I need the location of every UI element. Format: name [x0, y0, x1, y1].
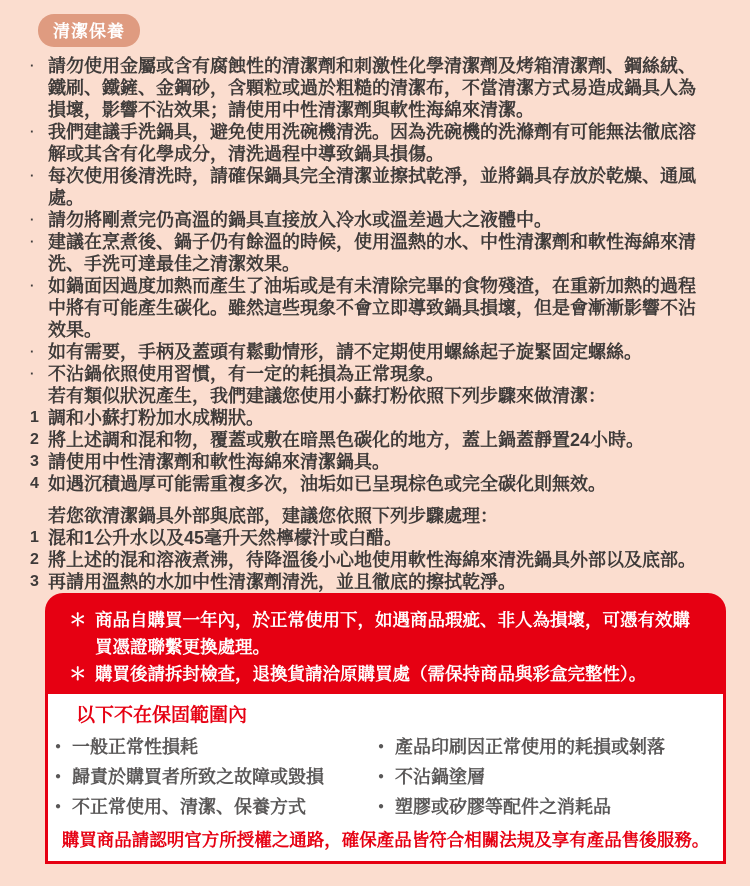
warranty-note-text: 購買後請拆封檢查，退換貨請洽原購買處（需保持商品與彩盒完整性）。: [95, 664, 647, 684]
asterisk-marker: ＊: [69, 664, 87, 684]
numbered-step: [30, 451, 712, 473]
warranty-notes-banner: [45, 593, 726, 694]
section-badge: 清潔保養: [38, 14, 140, 47]
dot-bullet: ·: [30, 278, 35, 293]
step-number: 1: [30, 409, 39, 426]
step-text: 將上述調和混和物，覆蓋或敷在暗黑色碳化的地方，蓋上鍋蓋靜置24小時。: [48, 430, 645, 450]
list-item: [30, 165, 712, 209]
list-item-text: 如鍋面因過度加熱而產生了油垢或是有未清除完畢的食物殘渣，在重新加熱的過程中將有可能產生碳化。雖然這些現象不會立即導致鍋具損壞，但是會漸漸影響不沾效果。: [48, 276, 696, 340]
exclusion-text: 不正常使用、清潔、保養方式: [72, 797, 306, 817]
step-text: 調和小蘇打粉加水成糊狀。: [48, 408, 264, 428]
exclusion-text: 歸責於購買者所致之故障或毀損: [72, 767, 324, 787]
step-number: 3: [30, 573, 39, 590]
numbered-step: [30, 429, 712, 451]
step-text: 請使用中性清潔劑和軟性海綿來清潔鍋具。: [48, 452, 390, 472]
list-item-text: 如有需要，手柄及蓋頭有鬆動情形，請不定期使用螺絲起子旋緊固定螺絲。: [48, 342, 642, 362]
exclusions-left-column: [48, 732, 378, 822]
dot-bullet: ·: [30, 344, 35, 359]
round-bullet: ●: [55, 741, 62, 752]
warranty-note-text: 商品自購買一年內，於正常使用下，如遇商品瑕疵、非人為損壞，可憑有效購買憑證聯繫更換處理。: [95, 610, 690, 657]
numbered-step: [30, 527, 712, 549]
exclusion-item: [55, 762, 378, 792]
exclusion-item: [378, 792, 723, 822]
dot-bullet: ·: [30, 58, 35, 73]
warranty-exclusions-box: [45, 694, 726, 864]
warranty-note: [69, 607, 706, 661]
exclusion-text: 塑膠或矽膠等配件之消耗品: [395, 797, 611, 817]
list-item: [30, 231, 712, 275]
exclusion-text: 不沾鍋塗層: [395, 767, 485, 787]
list-item: [30, 275, 712, 341]
exclusion-item: [378, 762, 723, 792]
step-number: 1: [30, 529, 39, 546]
dot-bullet: ·: [30, 234, 35, 249]
baking-soda-intro: 若有類似狀況產生，我們建議您使用小蘇打粉依照下列步驟來做清潔：: [48, 386, 606, 406]
list-item: [30, 121, 712, 165]
step-number: 4: [30, 475, 39, 492]
round-bullet: ●: [378, 801, 385, 812]
exterior-clean-intro: 若您欲清潔鍋具外部與底部，建議您依照下列步驟處理：: [48, 506, 498, 526]
numbered-step: [30, 571, 712, 593]
care-instructions-list: [30, 55, 712, 593]
step-number: 2: [30, 551, 39, 568]
numbered-step: [30, 407, 712, 429]
exclusion-item: [55, 732, 378, 762]
list-item-text: 每次使用後清洗時，請確保鍋具完全清潔並擦拭乾淨，並將鍋具存放於乾燥、通風處。: [48, 166, 696, 208]
step-text: 混和1公升水以及45毫升天然檸檬汁或白醋。: [48, 528, 403, 548]
exclusions-right-column: [378, 732, 723, 822]
round-bullet: ●: [378, 741, 385, 752]
exclusion-item: [55, 792, 378, 822]
round-bullet: ●: [55, 801, 62, 812]
exclusion-item: [378, 732, 723, 762]
list-item-text: 我們建議手洗鍋具，避免使用洗碗機清洗。因為洗碗機的洗滌劑有可能無法徹底溶解或其含有化學成分，清洗過程中導致鍋具損傷。: [48, 122, 696, 164]
step-number: 3: [30, 453, 39, 470]
exclusions-columns: [48, 732, 723, 822]
step-number: 2: [30, 431, 39, 448]
numbered-step: [30, 549, 712, 571]
list-item: [30, 341, 712, 363]
list-item-text: 請勿將剛煮完仍高溫的鍋具直接放入冷水或溫差過大之液體中。: [48, 210, 552, 230]
list-item-text: 請勿使用金屬或含有腐蝕性的清潔劑和刺激性化學清潔劑及烤箱清潔劑、鋼絲絨、鐵刷、鐵鏟、金鋼砂，含顆粒或過於粗糙的清潔布，不當清潔方式易造成鍋具人為損壞，影響不沾效果；請使用中性清潔劑與軟性海綿來清潔。: [48, 56, 696, 120]
official-channel-notice: 購買商品請認明官方所授權之通路，確保產品皆符合相關法規及享有產品售後服務。: [61, 830, 710, 850]
list-item: [30, 363, 712, 385]
dot-bullet: ·: [30, 366, 35, 381]
exclusion-text: 一般正常性損耗: [72, 737, 198, 757]
list-item: [30, 55, 712, 121]
step-text: 如遇沉積過厚可能需重複多次，油垢如已呈現棕色或完全碳化則無效。: [48, 474, 606, 494]
dot-bullet: ·: [30, 168, 35, 183]
round-bullet: ●: [55, 771, 62, 782]
step-text: 將上述的混和溶液煮沸，待降溫後小心地使用軟性海綿來清洗鍋具外部以及底部。: [48, 550, 696, 570]
round-bullet: ●: [378, 771, 385, 782]
warranty-note: [69, 661, 706, 688]
dot-bullet: ·: [30, 124, 35, 139]
dot-bullet: ·: [30, 212, 35, 227]
asterisk-marker: ＊: [69, 610, 87, 630]
exclusions-title: 以下不在保固範圍內: [76, 705, 248, 726]
list-item: [30, 209, 712, 231]
list-item-text: 建議在烹煮後、鍋子仍有餘溫的時候，使用溫熱的水、中性清潔劑和軟性海綿來清洗、手洗可達最佳之清潔效果。: [48, 232, 696, 274]
list-item-text: 不沾鍋依照使用習慣，有一定的耗損為正常現象。: [48, 364, 444, 384]
step-text: 再請用溫熱的水加中性清潔劑清洗，並且徹底的擦拭乾淨。: [48, 572, 516, 592]
exclusion-text: 產品印刷因正常使用的耗損或剝落: [395, 737, 665, 757]
numbered-step: [30, 473, 712, 495]
